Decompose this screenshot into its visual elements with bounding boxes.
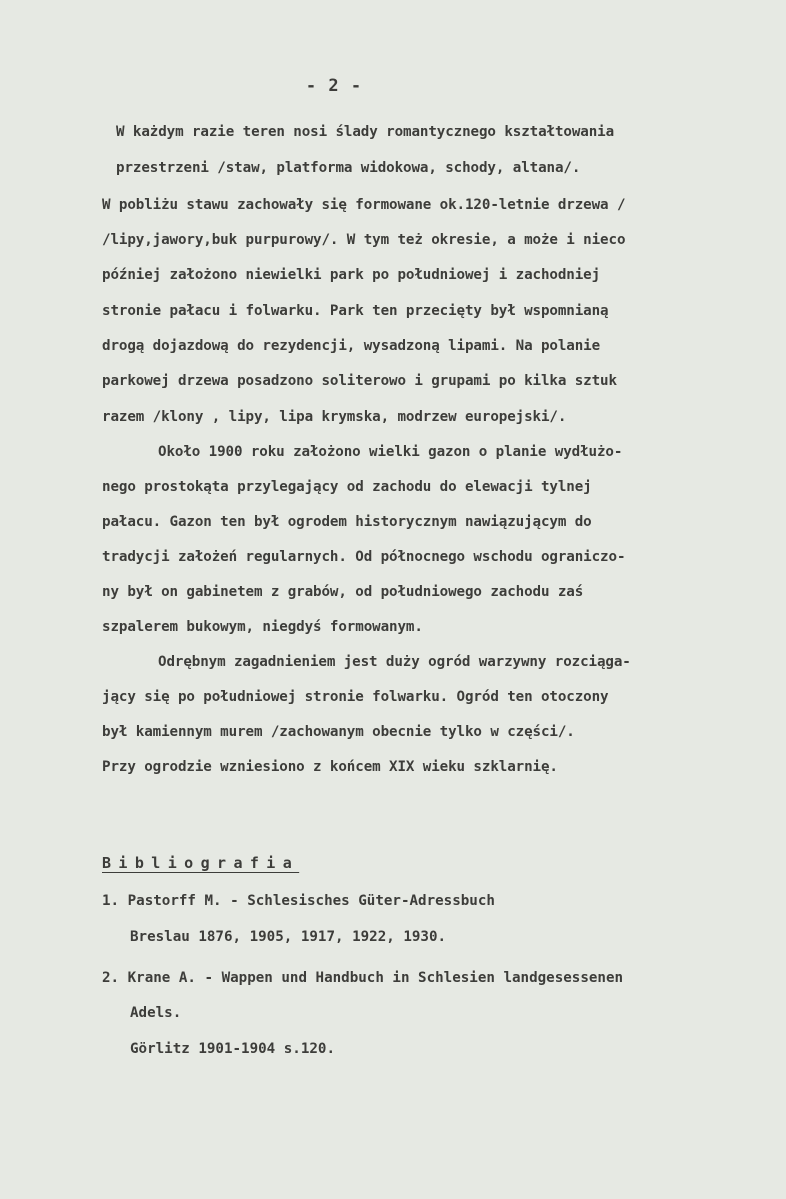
bibliography-heading: Bibliografia	[102, 854, 300, 872]
body-line: tradycji założeń regularnych. Od północnego wschodu ograniczo-	[102, 549, 626, 565]
bibliography-entry: 2. Krane A. - Wappen und Handbuch in Schlesien landgesessenen	[102, 970, 624, 986]
body-line: nego prostokąta przylegający od zachodu do elewacji tylnej	[102, 479, 592, 495]
bibliography-entry: 1. Pastorff M. - Schlesisches Güter-Adressbuch	[102, 893, 495, 909]
body-line: W każdym razie teren nosi ślady romantycznego kształtowania	[116, 124, 615, 140]
body-line: Około 1900 roku założono wielki gazon o planie wydłużo-	[158, 444, 623, 460]
bibliography-entry-continuation: Adels.	[130, 1005, 182, 1021]
body-line: Przy ogrodzie wzniesiono z końcem XIX wieku szklarnię.	[102, 759, 558, 775]
body-line: W pobliżu stawu zachowały się formowane ok.120-letnie drzewa /	[102, 197, 626, 213]
page-number: - 2 -	[305, 76, 363, 96]
body-line: szpalerem bukowym, niegdyś formowanym.	[102, 619, 423, 635]
bibliography-entry-continuation: Görlitz 1901-1904 s.120.	[130, 1041, 335, 1057]
bibliography-entry-continuation: Breslau 1876, 1905, 1917, 1922, 1930.	[130, 929, 447, 945]
body-line: był kamiennym murem /zachowanym obecnie tylko w części/.	[102, 724, 575, 740]
body-line: razem /klony , lipy, lipa krymska, modrzew europejski/.	[102, 409, 567, 425]
body-line: pałacu. Gazon ten był ogrodem historycznym nawiązującym do	[102, 514, 592, 530]
body-line: później założono niewielki park po południowej i zachodniej	[102, 267, 601, 283]
body-line: stronie pałacu i folwarku. Park ten przecięty był wspomnianą	[102, 303, 609, 319]
body-line: przestrzeni /staw, platforma widokowa, schody, altana/.	[116, 160, 581, 176]
body-line: parkowej drzewa posadzono soliterowo i grupami po kilka sztuk	[102, 373, 617, 389]
body-line: ny był on gabinetem z grabów, od południowego zachodu zaś	[102, 584, 584, 600]
body-line: drogą dojazdową do rezydencji, wysadzoną lipami. Na polanie	[102, 338, 601, 354]
body-line: Odrębnym zagadnieniem jest duży ogród warzywny rozciąga-	[158, 654, 631, 670]
body-line: /lipy,jawory,buk purpurowy/. W tym też okresie, a może i nieco	[102, 232, 626, 248]
body-line: jący się po południowej stronie folwarku. Ogród ten otoczony	[102, 689, 609, 705]
